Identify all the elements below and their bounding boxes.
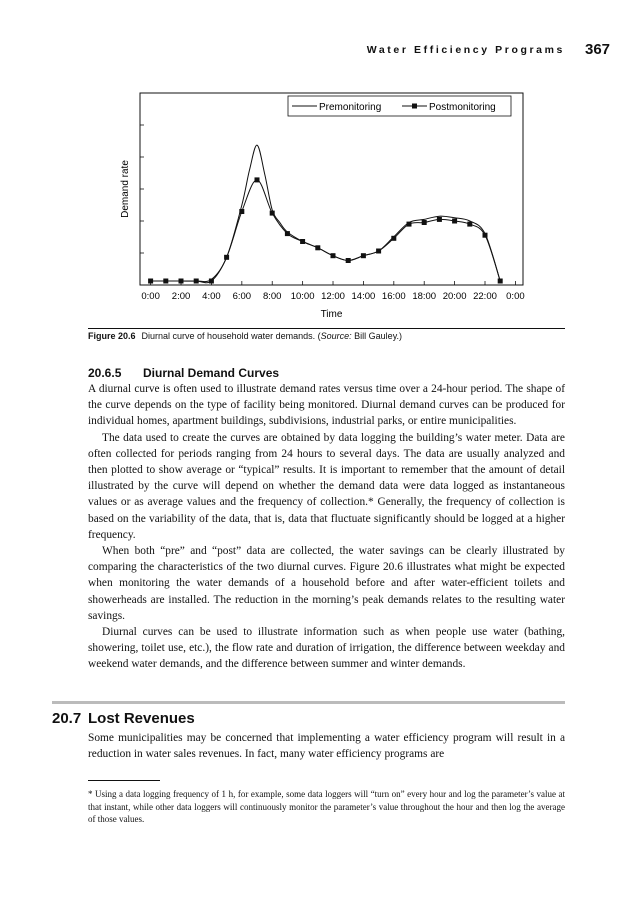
- data-point-postmonitoring: [407, 222, 412, 227]
- figure-label: Figure 20.6: [88, 331, 136, 341]
- chart-legend: [288, 96, 511, 116]
- data-point-postmonitoring: [452, 219, 457, 224]
- subsection-heading: [88, 366, 279, 380]
- legend-marker-postmonitoring: [412, 104, 417, 109]
- x-tick-label: 10:00: [290, 291, 315, 302]
- x-tick-label: 18:00: [412, 291, 437, 302]
- x-tick-label: 0:00: [141, 291, 160, 302]
- data-point-postmonitoring: [209, 279, 214, 284]
- paragraph: Diurnal curves can be used to illustrate information such as when people use water (bathing, showering, toilet use, etc.), the flow rate and duration of irrigation, the difference between weekday and weekend water demands, and the difference between summer and winter demands.: [88, 626, 565, 671]
- footnote-rule: [88, 780, 160, 781]
- subsection-number: 20.6.5: [88, 366, 122, 380]
- legend-label-premonitoring: Premonitoring: [319, 102, 382, 113]
- paragraph: Some municipalities may be concerned that implementing a water efficiency program will result in a reduction in water sales revenues. In fact, many water efficiency programs are: [88, 732, 565, 761]
- x-tick-label: 4:00: [202, 291, 221, 302]
- section-title: Lost Revenues: [88, 710, 195, 727]
- data-point-postmonitoring: [270, 211, 275, 216]
- data-point-postmonitoring: [422, 220, 427, 225]
- x-tick-label: 14:00: [351, 291, 376, 302]
- x-axis-label: Time: [320, 309, 343, 320]
- x-tick-label: 0:00: [506, 291, 525, 302]
- footnote: * Using a data logging frequency of 1 h, for example, some data loggers will “turn on” every hour and log the parameter’s value at that instant, while other data loggers will continuously monitor the parameter’s value throughout the hour and then log the average of those values.: [88, 789, 565, 825]
- data-point-postmonitoring: [239, 209, 244, 214]
- data-point-postmonitoring: [163, 279, 168, 284]
- section-number: 20.7: [52, 710, 82, 727]
- data-point-postmonitoring: [376, 249, 381, 254]
- y-axis-label: Demand rate: [120, 160, 131, 218]
- x-tick-label: 16:00: [381, 291, 406, 302]
- data-point-postmonitoring: [255, 177, 260, 182]
- diurnal-body-text: [88, 381, 565, 673]
- x-tick-label: 6:00: [232, 291, 252, 302]
- data-point-postmonitoring: [194, 279, 199, 284]
- subsection-title: Diurnal Demand Curves: [143, 366, 280, 380]
- caption-rule: [88, 328, 565, 329]
- data-point-postmonitoring: [483, 233, 488, 238]
- data-point-postmonitoring: [315, 245, 320, 250]
- data-point-postmonitoring: [391, 236, 396, 241]
- data-point-postmonitoring: [148, 279, 153, 284]
- caption-text: Diurnal curve of household water demands. (: [141, 331, 321, 341]
- section-rule: [52, 701, 565, 704]
- x-tick-label: 22:00: [473, 291, 497, 302]
- paragraph: When both “pre” and “post” data are collected, the water savings can be clearly illustrated by comparing the characteristics of the two diurnal curves. Figure 20.6 illustrates what might be expected when monitoring the water demands of a household before and after water-efficient toilets and showerheads are installed. The reduction in the morning’s peak demands relates to the resulting water savings.: [88, 545, 565, 622]
- legend-label-postmonitoring: Postmonitoring: [429, 102, 496, 113]
- data-point-postmonitoring: [285, 231, 290, 236]
- diurnal-demand-chart: [95, 85, 565, 325]
- figure-caption: [88, 331, 402, 341]
- paragraph: A diurnal curve is often used to illustrate demand rates versus time over a 24-hour period. The shape of the curve depends on the type of facility being monitored. Diurnal demand curves can be produced for individual homes, apartment buildings, subdivisions, industrial parks, or entire municipalities.: [88, 383, 565, 428]
- x-tick-label: 20:00: [442, 291, 467, 302]
- data-point-postmonitoring: [361, 253, 366, 258]
- data-point-postmonitoring: [498, 279, 503, 284]
- data-point-postmonitoring: [331, 253, 336, 258]
- lost-revenues-body-text: [88, 730, 565, 762]
- page-number: 367: [585, 41, 611, 58]
- data-point-postmonitoring: [300, 239, 305, 244]
- caption-source-label: Source:: [320, 331, 352, 341]
- paragraph: The data used to create the curves are obtained by data logging the building’s water meter. Data are often collected for periods ranging from 24 hours to several days. The data are usually analyzed and then plotted to show average or “typical” results. It is important to remember that the amount of detail illustrated by the curve will depend on whether the demand data were data logged as instantaneous values or as average values and the frequency of collection.* Generally, the frequency of collection is based on the variability of the data, that is, data that fluctuate significantly should be logged at a higher frequency.: [88, 431, 565, 541]
- series-line-premonitoring: [151, 145, 501, 282]
- data-point-postmonitoring: [346, 258, 351, 263]
- caption-source: Bill Gauley.): [351, 331, 403, 341]
- x-tick-label: 12:00: [321, 291, 345, 302]
- data-point-postmonitoring: [467, 222, 472, 227]
- running-head-title: Water Efficiency Programs: [366, 44, 565, 56]
- data-point-postmonitoring: [437, 217, 442, 222]
- section-heading: [52, 710, 195, 727]
- series-line-postmonitoring: [151, 180, 501, 283]
- x-tick-label: 8:00: [262, 291, 282, 302]
- x-tick-label: 2:00: [171, 291, 191, 302]
- data-point-postmonitoring: [224, 255, 229, 260]
- data-point-postmonitoring: [179, 279, 184, 284]
